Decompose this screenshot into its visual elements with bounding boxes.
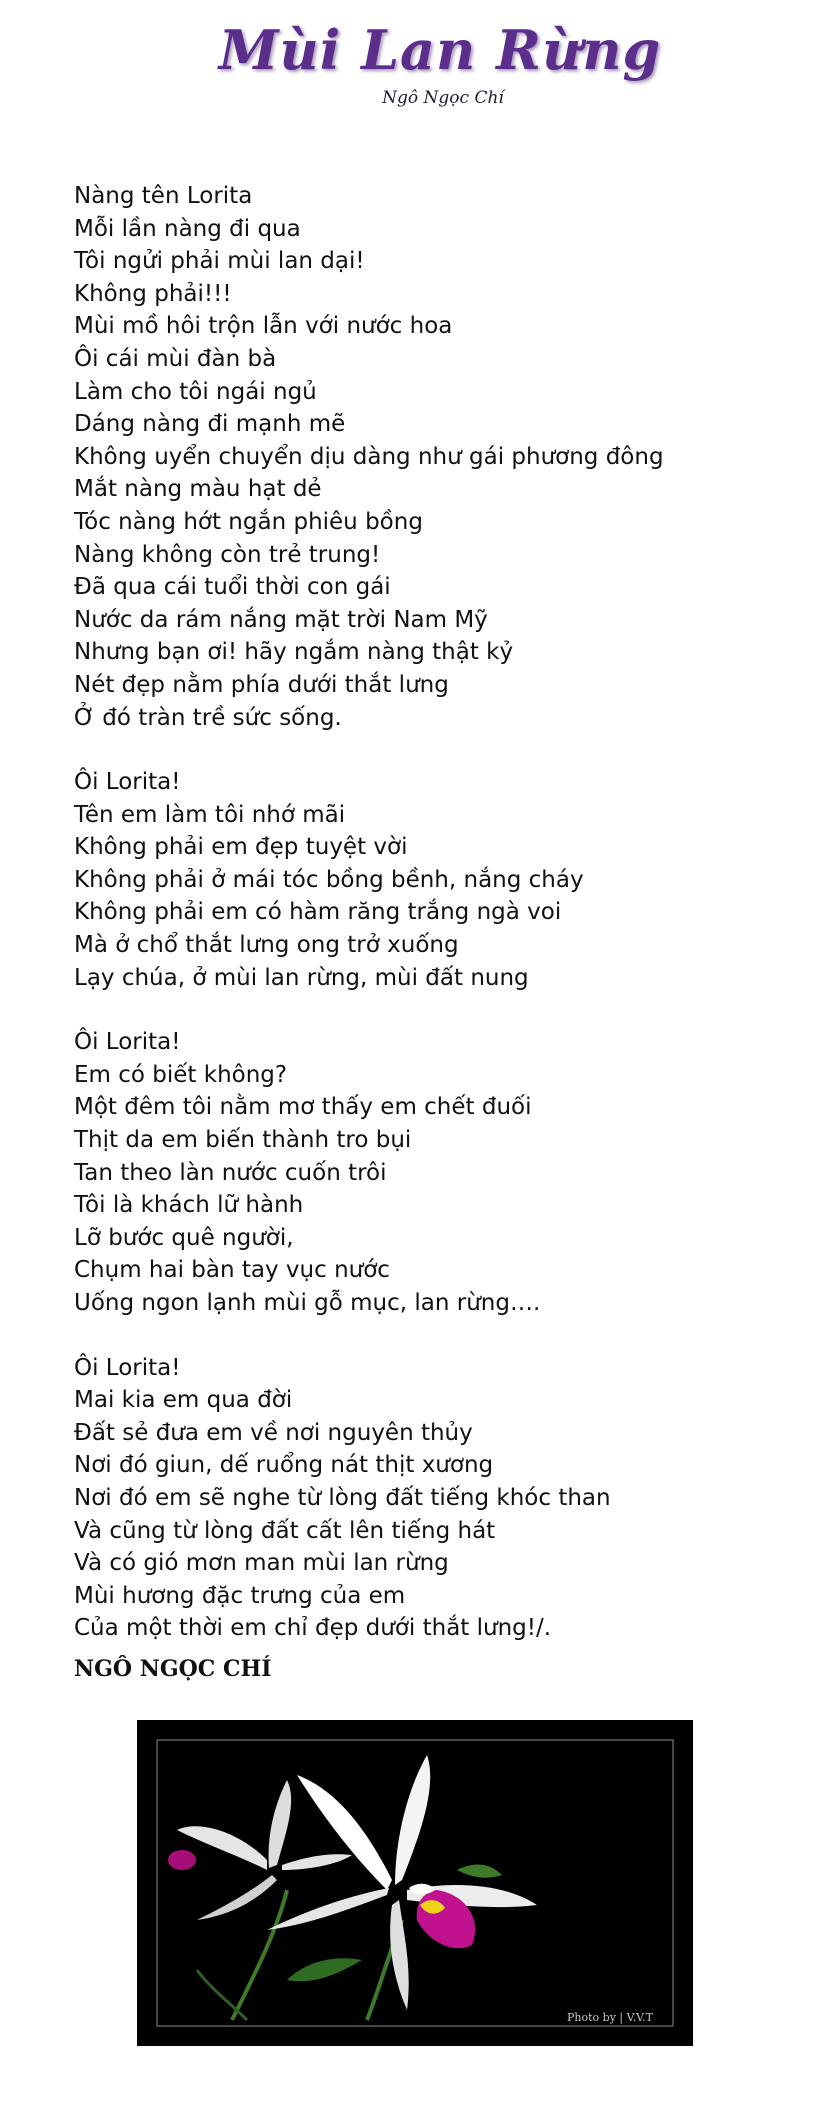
poem-line: Mùi mồ hôi trộn lẫn với nước hoa xyxy=(74,313,453,340)
poem-line: Không phải ở mái tóc bồng bềnh, nắng cháy xyxy=(74,866,584,893)
poem-line: Mà ở chổ thắt lưng ong trở xuống xyxy=(74,932,459,959)
poem-line: Ôi cái mùi đàn bà xyxy=(74,345,277,372)
poem-line: Uống ngon lạnh mùi gỗ mục, lan rừng…. xyxy=(74,1290,541,1316)
signature: NGÔ NGỌC CHÍ xyxy=(74,1656,272,1682)
poem-line: Mỗi lần nàng đi qua xyxy=(74,215,301,242)
poem-body xyxy=(74,180,774,1677)
poem-line: Đã qua cái tuổi thời con gái xyxy=(74,574,391,601)
poem-line: Làm cho tôi ngái ngủ xyxy=(74,378,317,405)
poem-line: Và cũng từ lòng đất cất lên tiếng hát xyxy=(74,1517,496,1544)
poem-line: Nhưng bạn ơi! hãy ngắm nàng thật kỷ xyxy=(74,639,514,666)
poem-line: Em có biết không? xyxy=(74,1061,288,1088)
poem-line: Thịt da em biến thành tro bụi xyxy=(74,1127,412,1154)
stanza-1 xyxy=(74,180,774,734)
header xyxy=(0,18,816,108)
poem-line: Ở đó tràn trề sức sống. xyxy=(74,704,342,731)
poem-line: Lạy chúa, ở mùi lan rừng, mùi đất nung xyxy=(74,964,529,991)
poem-line: Tôi là khách lữ hành xyxy=(74,1192,304,1219)
poem-line: Nước da rám nắng mặt trời Nam Mỹ xyxy=(74,606,488,633)
orchid-illustration xyxy=(137,1720,693,2046)
poem-line: Ôi Lorita! xyxy=(74,1354,181,1381)
poem-line: Ôi Lorita! xyxy=(74,1029,181,1056)
poem-line: Tóc nàng hớt ngắn phiêu bồng xyxy=(74,508,423,535)
orchid-photo xyxy=(137,1720,693,2046)
poem-line: Tôi ngửi phải mùi lan dại! xyxy=(74,248,365,275)
poem-title: Mùi Lan Rừng xyxy=(218,18,662,82)
poem-line: Mai kia em qua đời xyxy=(74,1387,293,1414)
poem-line: Nét đẹp nằm phía dưới thắt lưng xyxy=(74,671,449,698)
poem-line: Đất sẻ đưa em về nơi nguyên thủy xyxy=(74,1419,473,1446)
poem-line: Dáng nàng đi mạnh mẽ xyxy=(74,411,346,438)
poem-line: Của một thời em chỉ đẹp dưới thắt lưng!/. xyxy=(74,1615,552,1642)
poem-line: Tên em làm tôi nhớ mãi xyxy=(74,801,346,828)
poem-line: Nàng tên Lorita xyxy=(74,183,253,209)
photo-credit: Photo by | V.V.T xyxy=(567,2011,653,2024)
title-author: Ngô Ngọc Chí xyxy=(382,88,504,108)
poem-line: Nơi đó giun, dế ruổng nát thịt xương xyxy=(74,1452,494,1479)
poem-line: Không phải!!! xyxy=(74,280,232,307)
stanza-3 xyxy=(74,1026,774,1319)
poem-line: Không phải em có hàm răng trắng ngà voi xyxy=(74,899,562,926)
stanza-4 xyxy=(74,1352,774,1645)
poem-line: Mùi hương đặc trưng của em xyxy=(74,1582,406,1609)
poem-line: Lỡ bước quê người, xyxy=(74,1224,294,1251)
poem-line: Tan theo làn nước cuốn trôi xyxy=(74,1159,387,1186)
poem-line: Ôi Lorita! xyxy=(74,769,181,796)
stanza-2 xyxy=(74,766,774,994)
poem-line: Không uyển chuyển dịu dàng như gái phương đông xyxy=(74,443,664,470)
poem-line: Mắt nàng màu hạt dẻ xyxy=(74,476,322,503)
poem-line: Không phải em đẹp tuyệt vời xyxy=(74,834,408,861)
poem-line: Nơi đó em sẽ nghe từ lòng đất tiếng khóc than xyxy=(74,1484,611,1511)
poem-line: Nàng không còn trẻ trung! xyxy=(74,541,381,568)
poem-line: Chụm hai bàn tay vục nước xyxy=(74,1257,390,1284)
poem-line: Và có gió mơn man mùi lan rừng xyxy=(74,1550,449,1577)
poem-line: Một đêm tôi nằm mơ thấy em chết đuối xyxy=(74,1094,532,1121)
